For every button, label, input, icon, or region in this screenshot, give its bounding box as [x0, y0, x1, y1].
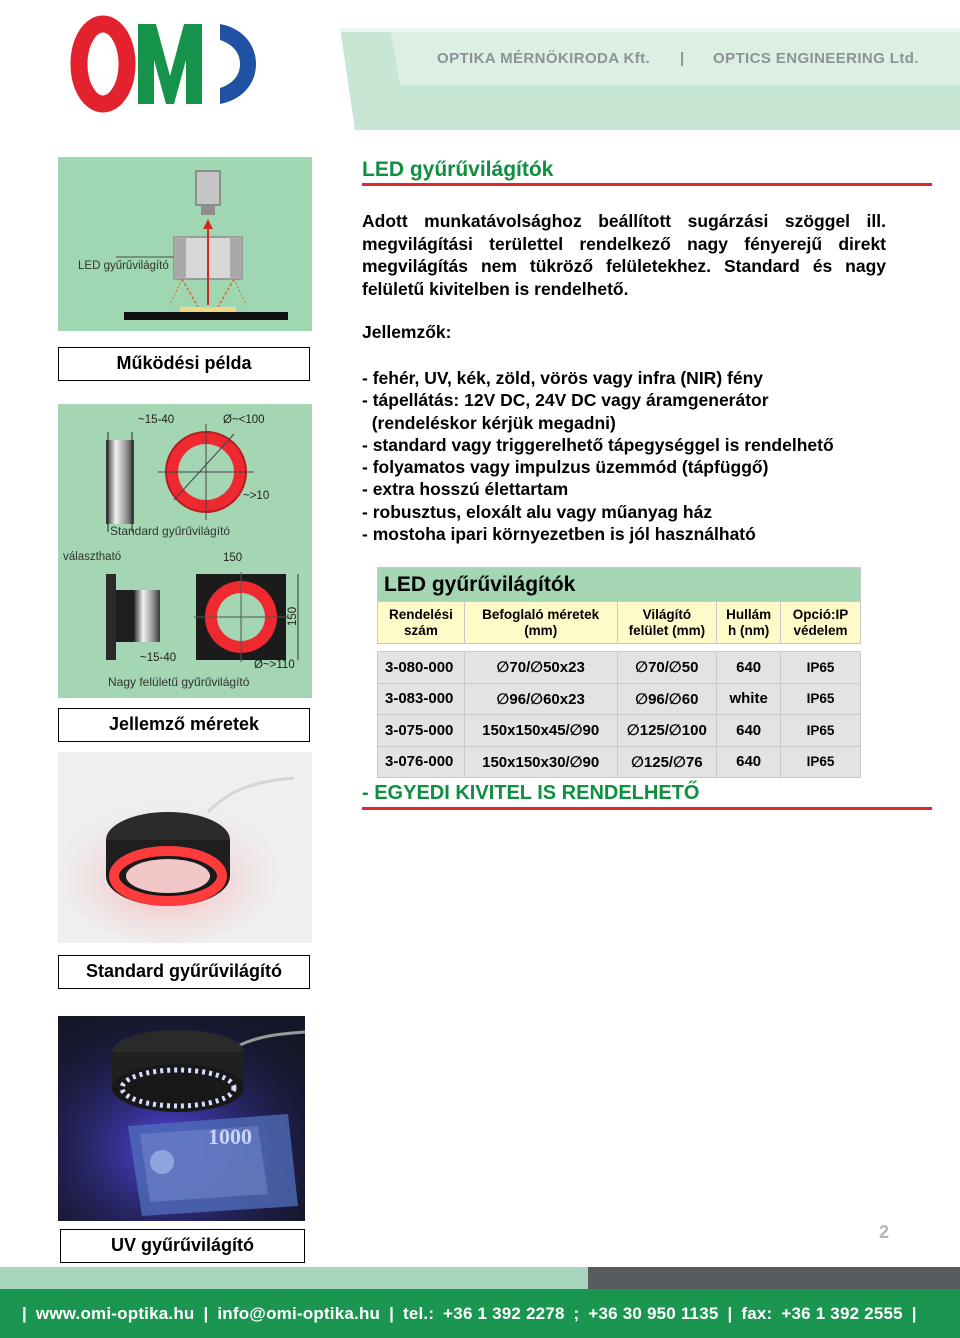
footer-separator: |: [911, 1304, 917, 1323]
dim-large-depth: ~15-40: [140, 652, 177, 664]
led-ring-label: LED gyűrűvilágító: [78, 260, 169, 272]
col-header-lit-area: Világító felület (mm): [617, 602, 717, 644]
cell-dimensions: ∅96/∅60x23: [464, 683, 617, 715]
caption-standard-ring: Standard gyűrűvilágító: [58, 955, 310, 989]
footer-strip-green: [0, 1267, 588, 1289]
standard-ring-photo: [58, 752, 312, 943]
uv-ring-photo: [58, 1016, 305, 1221]
cell-lit-area: ∅125/∅100: [617, 715, 717, 747]
cell-wavelength: white: [717, 683, 781, 715]
label-selectable: választható: [63, 551, 122, 563]
footer-fax: +36 1 392 2555: [781, 1304, 903, 1323]
footer-separator: |: [389, 1304, 395, 1323]
cell-order-number: 3-080-000: [378, 652, 465, 684]
footer-separator: |: [203, 1304, 209, 1323]
dim-standard-height: ~15-40: [138, 414, 175, 426]
cell-ip-option: IP65: [781, 683, 861, 715]
cell-wavelength: 640: [717, 746, 781, 778]
title-underline: [362, 183, 932, 186]
caption-typical-dimensions: Jellemző méretek: [58, 708, 310, 742]
feature-item: - tápellátás: 12V DC, 24V DC vagy áramgenerátor: [362, 390, 769, 411]
col-header-ip-option: Opció:IP védelem: [781, 602, 861, 644]
section-title: LED gyűrűvilágítók: [362, 158, 554, 181]
cell-dimensions: 150x150x30/∅90: [464, 746, 617, 778]
dim-large-width: 150: [223, 552, 243, 564]
dimensions-diagram-svg: [58, 404, 312, 698]
table-header-row: [378, 602, 861, 644]
label-large-ring: Nagy felületű gyűrűvilágító: [108, 675, 250, 689]
footer-separator: |: [22, 1304, 27, 1323]
cell-ip-option: IP65: [781, 746, 861, 778]
caption-operation-example: Működési példa: [58, 347, 310, 381]
col-header-order-number: Rendelési szám: [378, 602, 465, 644]
footer-tel-label: tel.:: [402, 1304, 435, 1323]
banknote-value: 1000: [208, 1124, 252, 1149]
footer-phone-1[interactable]: +36 1 392 2278: [443, 1304, 565, 1323]
table-row: [378, 652, 861, 684]
company-name-hu: OPTIKA MÉRNÖKIRODA Kft.: [437, 50, 651, 67]
operation-diagram-svg: [58, 157, 312, 331]
cell-wavelength: 640: [717, 652, 781, 684]
page-header: [0, 0, 960, 130]
footer-website-link[interactable]: www.omi-optika.hu: [35, 1304, 195, 1323]
table-row: [378, 746, 861, 778]
footer-separator: |: [727, 1304, 733, 1323]
cell-order-number: 3-075-000: [378, 715, 465, 747]
cell-lit-area: ∅70/∅50: [617, 652, 717, 684]
custom-note-underline: [362, 807, 932, 810]
product-table: [377, 567, 861, 778]
label-standard-ring: Standard gyűrűvilágító: [110, 524, 231, 538]
dimensions-diagram: [58, 404, 312, 698]
omi-logo: [70, 14, 270, 114]
dim-standard-diameter: Ø~<100: [223, 414, 265, 426]
feature-item: - fehér, UV, kék, zöld, vörös vagy infra (NIR) fény: [362, 368, 763, 388]
footer-phone-separator: ;: [573, 1304, 580, 1323]
product-table-grid: [377, 601, 861, 778]
footer-strip: [0, 1267, 960, 1289]
cell-lit-area: ∅96/∅60: [617, 683, 717, 715]
cell-ip-option: IP65: [781, 715, 861, 747]
page-number: 2: [879, 1222, 890, 1242]
col-header-wavelength: Hullám h (nm): [717, 602, 781, 644]
dim-large-inner: Ø~>110: [254, 659, 295, 671]
caption-uv-ring: UV gyűrűvilágító: [60, 1229, 305, 1263]
footer-contact-bar: [0, 1289, 960, 1338]
table-row: [378, 715, 861, 747]
footer-strip-grey: [588, 1267, 960, 1289]
dim-large-height: 150: [287, 606, 299, 626]
cell-order-number: 3-076-000: [378, 746, 465, 778]
col-header-dimensions: Befoglaló méretek (mm): [464, 602, 617, 644]
feature-item: - standard vagy triggerelhető tápegységgel is rendelhető: [362, 434, 834, 455]
standard-ring-photo-svg: [58, 752, 312, 943]
feature-item: - robusztus, eloxált alu vagy műanyag ház: [362, 501, 713, 522]
features-heading: Jellemzők:: [362, 322, 452, 342]
table-title: LED gyűrűvilágítók: [377, 567, 861, 601]
dim-standard-inner: ~>10: [243, 490, 270, 502]
features-list: [362, 367, 922, 545]
custom-design-note: - EGYEDI KIVITEL IS RENDELHETŐ: [362, 782, 700, 804]
cell-wavelength: 640: [717, 715, 781, 747]
feature-item: - folyamatos vagy impulzus üzemmód (tápfüggő): [362, 457, 769, 478]
feature-item: - mostoha ipari környezetben is jól használható: [362, 524, 756, 545]
feature-item: (rendeléskor kérjük megadni): [362, 412, 616, 433]
footer-fax-label: fax:: [741, 1304, 773, 1323]
cell-dimensions: 150x150x45/∅90: [464, 715, 617, 747]
cell-order-number: 3-083-000: [378, 683, 465, 715]
table-row: [378, 683, 861, 715]
uv-ring-photo-svg: [58, 1016, 305, 1221]
feature-item: - extra hosszú élettartam: [362, 479, 569, 500]
header-separator: |: [680, 50, 685, 67]
intro-paragraph: Adott munkatávolsághoz beállított sugárzási szöggel ill. megvilágítási területtel rendelkező nagy fényerejű direkt megvilágítás nem tükröző felületekhez. Standard és nagy felületű kivitelben is rendelhető.: [362, 211, 886, 299]
table-spacer: [378, 644, 861, 652]
company-name-en: OPTICS ENGINEERING Ltd.: [713, 50, 919, 67]
cell-ip-option: IP65: [781, 652, 861, 684]
cell-dimensions: ∅70/∅50x23: [464, 652, 617, 684]
footer-phone-2[interactable]: +36 30 950 1135: [588, 1304, 719, 1323]
cell-lit-area: ∅125/∅76: [617, 746, 717, 778]
operation-diagram: [58, 157, 312, 331]
footer-email-link[interactable]: info@omi-optika.hu: [217, 1304, 381, 1323]
